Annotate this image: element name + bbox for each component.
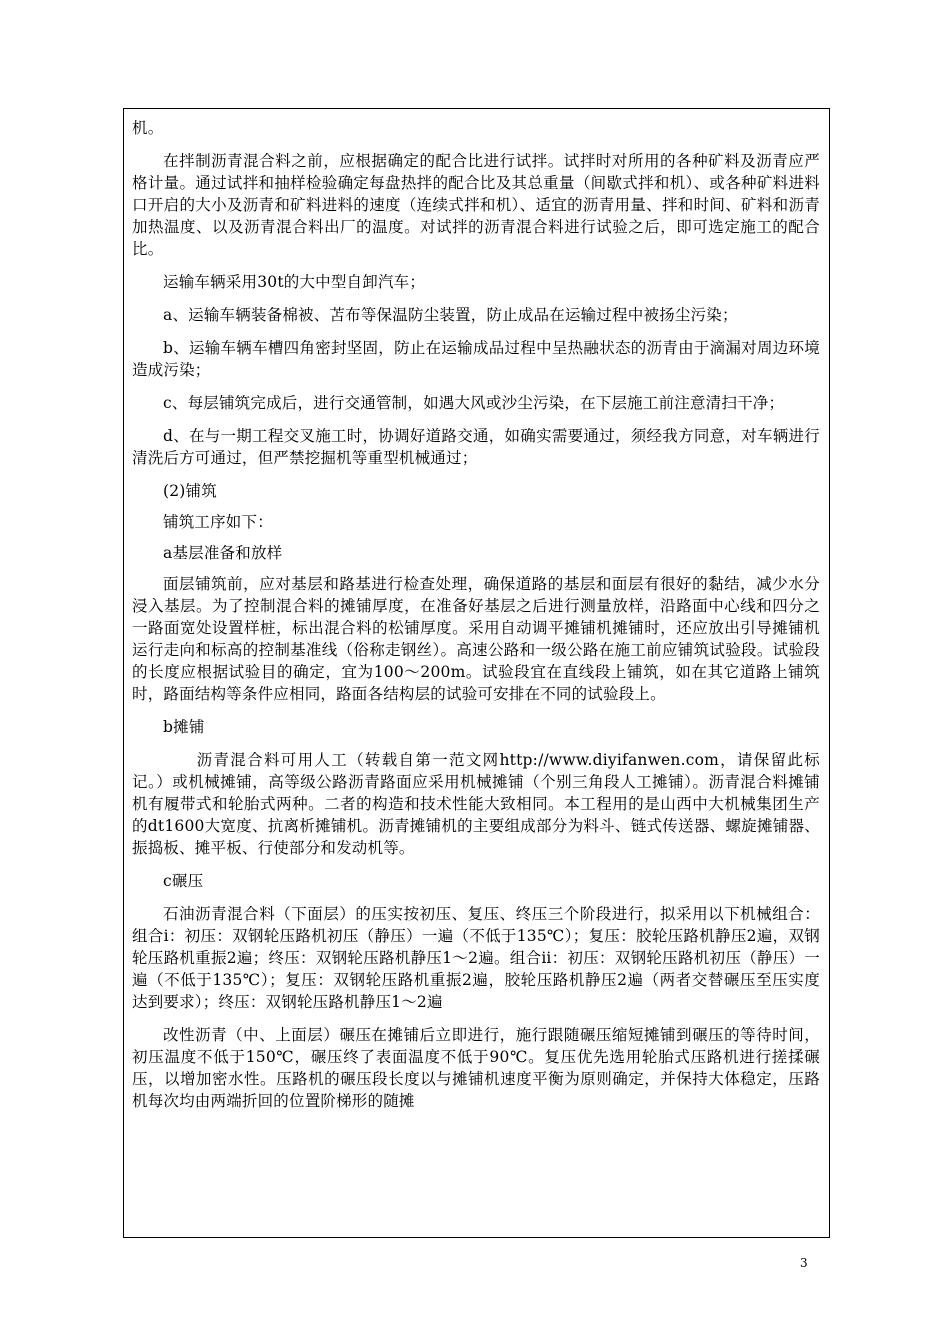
subsection-heading: a基层准备和放样 <box>163 544 283 562</box>
paragraph: c、每层铺筑完成后，进行交通管制，如遇大风或沙尘污染，在下层施工前注意清扫干净； <box>163 394 785 412</box>
content-frame <box>123 108 830 1238</box>
paragraph: 在拌制沥青混合料之前，应根据确定的配合比进行试拌。试拌时对所用的各种矿料及沥青应严格计量。通过试拌和抽样检验确定每盘热拌的配合比及其总重量（间歇式拌和机）、或各种矿料进料口开启的大小及沥青和矿料进料的速度（连续式拌和机）、适宜的沥青用量、拌和时间、矿料和沥青加热温度、以及沥青混合料出厂的温度。对试拌的沥青混合料进行试验之后，即可选定施工的配合比。 <box>132 152 820 258</box>
paragraph: 沥青混合料可用人工（转载自第一范文网http://www.diyifanwen.com，请保留此标记。）或机械摊铺，高等级公路沥青路面应采用机械摊铺（个别三角段人工摊铺）。沥青混合料摊铺机有履带式和轮胎式两种。二者的构造和技术性能大致相同。本工程用的是山西中大机械集团生产的dt1600大宽度、抗离析摊铺机。沥青摊铺机的主要组成部分为料斗、链式传送器、螺旋摊铺器、振捣板、摊平板、行使部分和发动机等。 <box>132 751 820 857</box>
subsection-heading: b摊铺 <box>163 718 205 736</box>
document-body <box>124 109 829 1112</box>
paragraph: 运输车辆采用30t的大中型自卸汽车； <box>163 273 426 291</box>
paragraph: 机。 <box>132 119 164 137</box>
paragraph: 铺筑工序如下： <box>163 513 273 531</box>
page-number: 3 <box>800 1256 808 1270</box>
paragraph: 改性沥青（中、上面层）碾压在摊铺后立即进行，施行跟随碾压缩短摊铺到碾压的等待时间，初压温度不低于150℃，碾压终了表面温度不低于90℃。复压优先选用轮胎式压路机进行搓揉碾压，以增加密水性。压路机的碾压段长度以与摊铺机速度平衡为原则确定，并保持大体稳定，压路机每次均由两端折回的位置阶梯形的随摊 <box>132 1026 820 1110</box>
subsection-heading: c碾压 <box>163 872 204 890</box>
paragraph: b、运输车辆车槽四角密封坚固，防止在运输成品过程中呈热融状态的沥青由于滴漏对周边环境造成污染； <box>132 339 820 379</box>
section-heading: (2)铺筑 <box>163 482 217 500</box>
paragraph: d、在与一期工程交叉施工时，协调好道路交通，如确实需要通过，须经我方同意，对车辆进行清洗后方可通过，但严禁挖掘机等重型机械通过； <box>132 427 820 467</box>
paragraph: 面层铺筑前，应对基层和路基进行检查处理，确保道路的基层和面层有很好的黏结，减少水分浸入基层。为了控制混合料的摊铺厚度，在准备好基层之后进行测量放样，沿路面中心线和四分之一路面宽处设置样桩，标出混合料的松铺厚度。采用自动调平摊铺机摊铺时，还应放出引导摊铺机运行走向和标高的控制基准线（俗称走钢丝）。高速公路和一级公路在施工前应铺筑试验段。试验段的长度应根据试验目的确定，宜为100～200m。试验段宜在直线段上铺筑，如在其它道路上铺筑时，路面结构等条件应相同，路面各结构层的试验可安排在不同的试验段上。 <box>132 575 820 703</box>
paragraph: a、运输车辆装备棉被、苫布等保温防尘装置，防止成品在运输过程中被扬尘污染； <box>163 306 738 324</box>
paragraph: 石油沥青混合料（下面层）的压实按初压、复压、终压三个阶段进行，拟采用以下机械组合：组合ⅰ：初压：双钢轮压路机初压（静压）一遍（不低于135℃）；复压：胶轮压路机静压2遍，双钢轮压路机重振2遍；终压：双钢轮压路机静压1～2遍。组合ⅱ：初压：双钢轮压路机初压（静压）一遍（不低于135℃）；复压：双钢轮压路机重振2遍，胶轮压路机静压2遍（两者交替碾压至压实度达到要求）；终压：双钢轮压路机静压1～2遍 <box>132 905 820 1011</box>
